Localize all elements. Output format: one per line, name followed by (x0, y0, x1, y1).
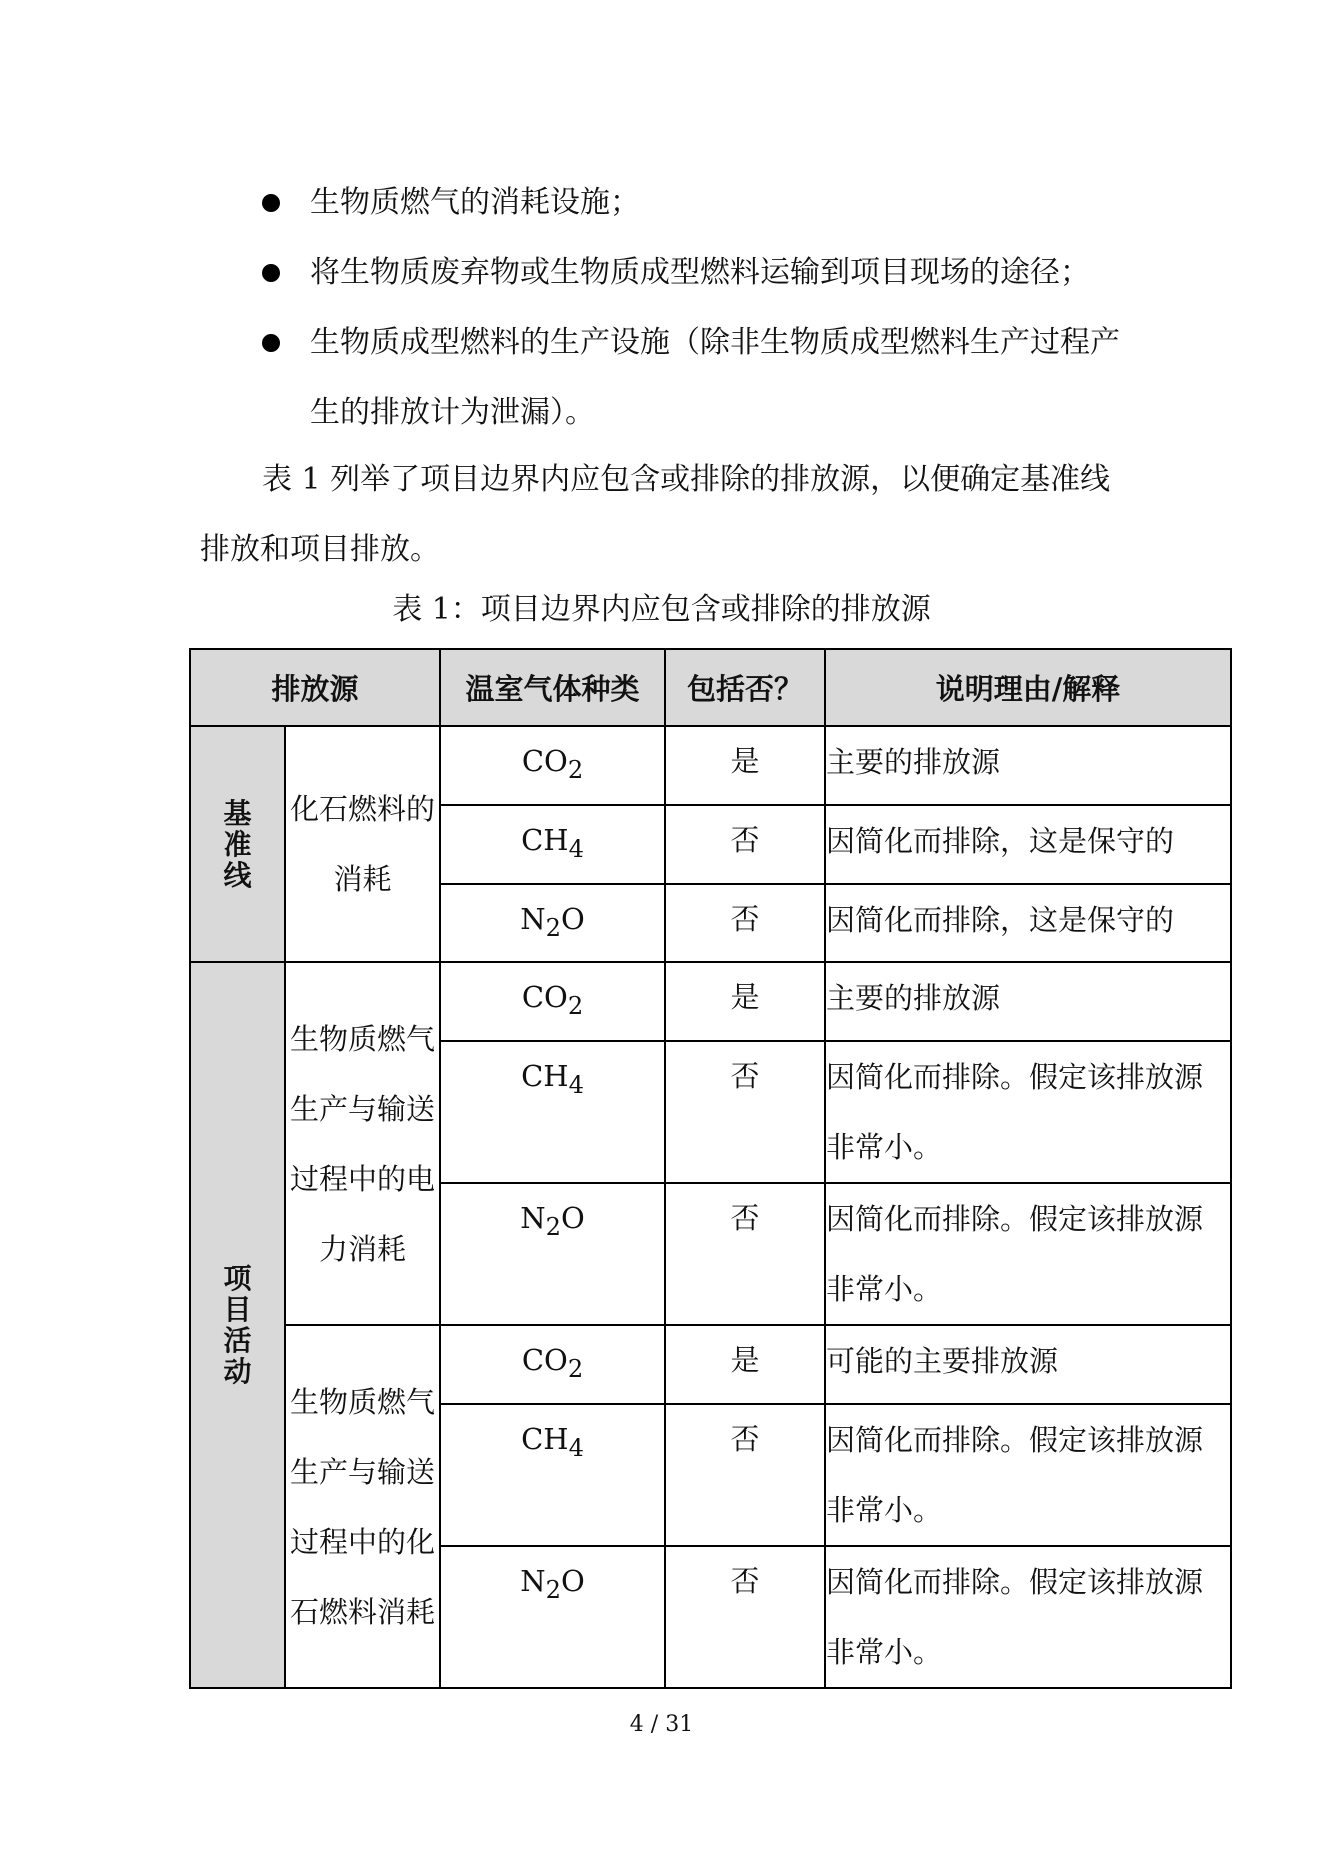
table-header-row (190, 649, 1231, 726)
explanation-cell: 因简化而排除，这是保守的 (825, 884, 1231, 963)
included-cell: 否 (665, 884, 825, 963)
gas-cell: $CH_4$ (440, 1404, 665, 1546)
included-cell: 否 (665, 1404, 825, 1546)
explanation-cell: 因简化而排除。假定该排放源非常小。 (825, 1183, 1231, 1325)
included-cell: 否 (665, 805, 825, 884)
gas-cell: $N_2O$ (440, 884, 665, 963)
table-row (190, 962, 1231, 1041)
header-gas: 温室气体种类 (440, 649, 665, 726)
bullet-dot-icon (262, 194, 280, 212)
emission-source-table (189, 648, 1232, 1689)
gas-cell: $N_2O$ (440, 1183, 665, 1325)
bullet-list (258, 168, 1138, 448)
table-row (190, 726, 1231, 805)
bullet-text: 将生物质废弃物或生物质成型燃料运输到项目现场的途径； (310, 255, 1090, 290)
header-source: 排放源 (190, 649, 440, 726)
source-name: 化石燃料的消耗 (285, 726, 440, 962)
body-paragraph: 表 1 列举了项目边界内应包含或排除的排放源，以便确定基准线排放和项目排放。 (200, 462, 1111, 567)
gas-cell: $N_2O$ (440, 1546, 665, 1688)
included-cell: 是 (665, 962, 825, 1041)
included-cell: 否 (665, 1183, 825, 1325)
bullet-text: 生物质成型燃料的生产设施（除非生物质成型燃料生产过程产生的排放计为泄漏）。 (310, 325, 1120, 430)
gas-cell: $CO_2$ (440, 1325, 665, 1404)
explanation-cell: 主要的排放源 (825, 962, 1231, 1041)
bullet-text: 生物质燃气的消耗设施； (310, 185, 640, 220)
bullet-item (258, 308, 1138, 448)
header-explanation: 说明理由/解释 (825, 649, 1231, 726)
gas-cell: $CH_4$ (440, 805, 665, 884)
table-row (190, 1325, 1231, 1404)
explanation-cell: 因简化而排除。假定该排放源非常小。 (825, 1404, 1231, 1546)
bullet-item (258, 168, 1138, 238)
page-number: 4 / 31 (629, 1712, 694, 1737)
explanation-cell: 可能的主要排放源 (825, 1325, 1231, 1404)
gas-cell: $CO_2$ (440, 726, 665, 805)
source-name: 生物质燃气生产与输送过程中的化石燃料消耗 (285, 1325, 440, 1688)
source-name: 生物质燃气生产与输送过程中的电力消耗 (285, 962, 440, 1325)
table-caption: 表 1：项目边界内应包含或排除的排放源 (392, 592, 931, 627)
explanation-cell: 因简化而排除，这是保守的 (825, 805, 1231, 884)
included-cell: 否 (665, 1546, 825, 1688)
included-cell: 是 (665, 1325, 825, 1404)
bullet-dot-icon (262, 264, 280, 282)
explanation-cell: 因简化而排除。假定该排放源非常小。 (825, 1041, 1231, 1183)
explanation-cell: 因简化而排除。假定该排放源非常小。 (825, 1546, 1231, 1688)
bullet-dot-icon (262, 334, 280, 352)
bullet-item (258, 238, 1138, 308)
gas-cell: $CO_2$ (440, 962, 665, 1041)
explanation-cell: 主要的排放源 (825, 726, 1231, 805)
group-label-project: 项目活动 (190, 962, 285, 1688)
header-included: 包括否？ (665, 649, 825, 726)
gas-cell: $CH_4$ (440, 1041, 665, 1183)
included-cell: 否 (665, 1041, 825, 1183)
included-cell: 是 (665, 726, 825, 805)
group-label-baseline: 基准线 (190, 726, 285, 962)
